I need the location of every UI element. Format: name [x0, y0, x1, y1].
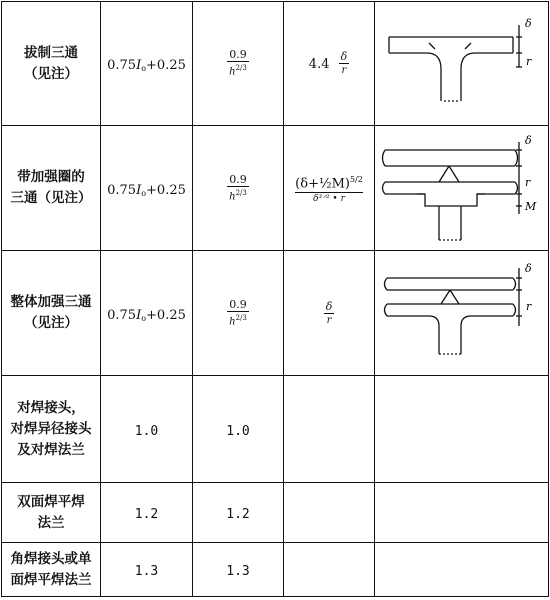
- io-const: +0.25: [146, 307, 186, 323]
- io-const: +0.25: [146, 58, 186, 73]
- value-col2: 1.0: [134, 423, 159, 439]
- characteristic-cell: [284, 126, 375, 251]
- k-top-exponent: 5/2: [349, 174, 363, 184]
- value-cell: [101, 483, 193, 543]
- io-expression-cell: [101, 126, 193, 251]
- table-row: [2, 376, 549, 483]
- component-name-line: 角焊接头或单: [10, 550, 92, 567]
- reinforced-tee-diagram: [377, 128, 547, 248]
- frac-numerator: 0.9: [229, 297, 247, 311]
- k-numerator: δ: [340, 50, 348, 63]
- io-expression-cell: [101, 2, 193, 126]
- component-name-line: （见注）: [24, 65, 78, 82]
- frac-exponent: 2/3: [235, 64, 247, 73]
- extruded-tee-diagram: [377, 5, 547, 123]
- component-name-line: （见注）: [24, 315, 78, 331]
- component-name-cell: [2, 2, 101, 126]
- empty-cell: [375, 376, 549, 483]
- value-col3: 1.3: [226, 564, 250, 579]
- io-const: +0.25: [146, 182, 186, 198]
- io-sub: o: [141, 64, 147, 73]
- io-coef: 0.75: [107, 58, 137, 73]
- value-cell: [193, 376, 284, 483]
- component-name-cell: [2, 483, 101, 543]
- empty-cell: [284, 483, 375, 543]
- k-denominator: r: [341, 65, 347, 76]
- integral-tee-diagram: [377, 254, 547, 372]
- value-cell: [101, 376, 193, 483]
- table-row: [2, 2, 549, 126]
- k-denominator: r: [326, 314, 332, 326]
- frac-denominator: h: [229, 316, 236, 328]
- k-coef: 4.4: [308, 57, 330, 72]
- io-var: I: [136, 307, 142, 323]
- empty-cell: [284, 543, 375, 597]
- k-bottom: δ³ᐟ² • r: [313, 194, 345, 204]
- frac-exponent: 2/3: [235, 313, 247, 322]
- characteristic-cell: [284, 251, 375, 376]
- table-row: [2, 483, 549, 543]
- component-name-line: 及对焊法兰: [17, 441, 85, 458]
- component-name-cell: [2, 126, 101, 251]
- figure-cell: [375, 2, 549, 126]
- frac-numerator: 0.9: [229, 48, 247, 62]
- component-name-cell: [2, 251, 101, 376]
- value-cell: [193, 483, 284, 543]
- r-label: r: [525, 54, 531, 68]
- table-row: [2, 126, 549, 251]
- empty-cell: [375, 543, 549, 597]
- io-sub: o: [141, 313, 147, 323]
- flexibility-fraction-cell: [193, 251, 284, 376]
- k-numerator: δ: [325, 299, 333, 313]
- sif-table: [1, 1, 549, 597]
- io-coef: 0.75: [107, 307, 137, 323]
- empty-cell: [375, 483, 549, 543]
- delta-label: δ: [524, 262, 532, 275]
- value-cell: [193, 543, 284, 597]
- io-var: I: [136, 58, 142, 73]
- component-name-line: 对焊接头，: [17, 399, 85, 416]
- component-name-line: 法兰: [37, 514, 65, 531]
- frac-exponent: 2/3: [235, 188, 247, 197]
- io-coef: 0.75: [107, 182, 137, 198]
- r-label: r: [524, 176, 530, 189]
- component-name-line: 整体加强三通: [10, 294, 92, 310]
- delta-label: δ: [524, 134, 532, 147]
- value-cell: [101, 543, 193, 597]
- figure-cell: [375, 251, 549, 376]
- frac-denominator: h: [229, 191, 236, 203]
- delta-label: δ: [524, 16, 532, 30]
- flexibility-fraction-cell: [193, 126, 284, 251]
- component-name-line: 面焊平焊法兰: [10, 571, 92, 588]
- io-expression-cell: [101, 251, 193, 376]
- k-top: (δ+½M): [295, 176, 350, 191]
- m-label: M: [524, 200, 536, 213]
- empty-cell: [284, 376, 375, 483]
- component-name-cell: [2, 543, 101, 597]
- component-name-line: 对焊异径接头: [10, 420, 92, 437]
- component-name-line: 拔制三通: [24, 44, 78, 61]
- figure-cell: [375, 126, 549, 251]
- value-col3: 1.0: [226, 423, 250, 439]
- frac-denominator: h: [229, 66, 236, 78]
- io-sub: o: [141, 188, 147, 198]
- value-col2: 1.2: [134, 507, 159, 522]
- table-row: [2, 543, 549, 597]
- component-name-cell: [2, 376, 101, 483]
- characteristic-cell: [284, 2, 375, 126]
- component-name-line: 三通（见注）: [10, 190, 92, 206]
- r-label: r: [525, 300, 531, 313]
- table-row: [2, 251, 549, 376]
- flexibility-fraction-cell: [193, 2, 284, 126]
- component-name-line: 双面焊平焊: [17, 493, 85, 510]
- component-name-line: 带加强圈的: [17, 169, 85, 185]
- value-col3: 1.2: [226, 507, 250, 522]
- frac-numerator: 0.9: [229, 172, 247, 186]
- value-col2: 1.3: [134, 564, 159, 579]
- io-var: I: [136, 182, 142, 198]
